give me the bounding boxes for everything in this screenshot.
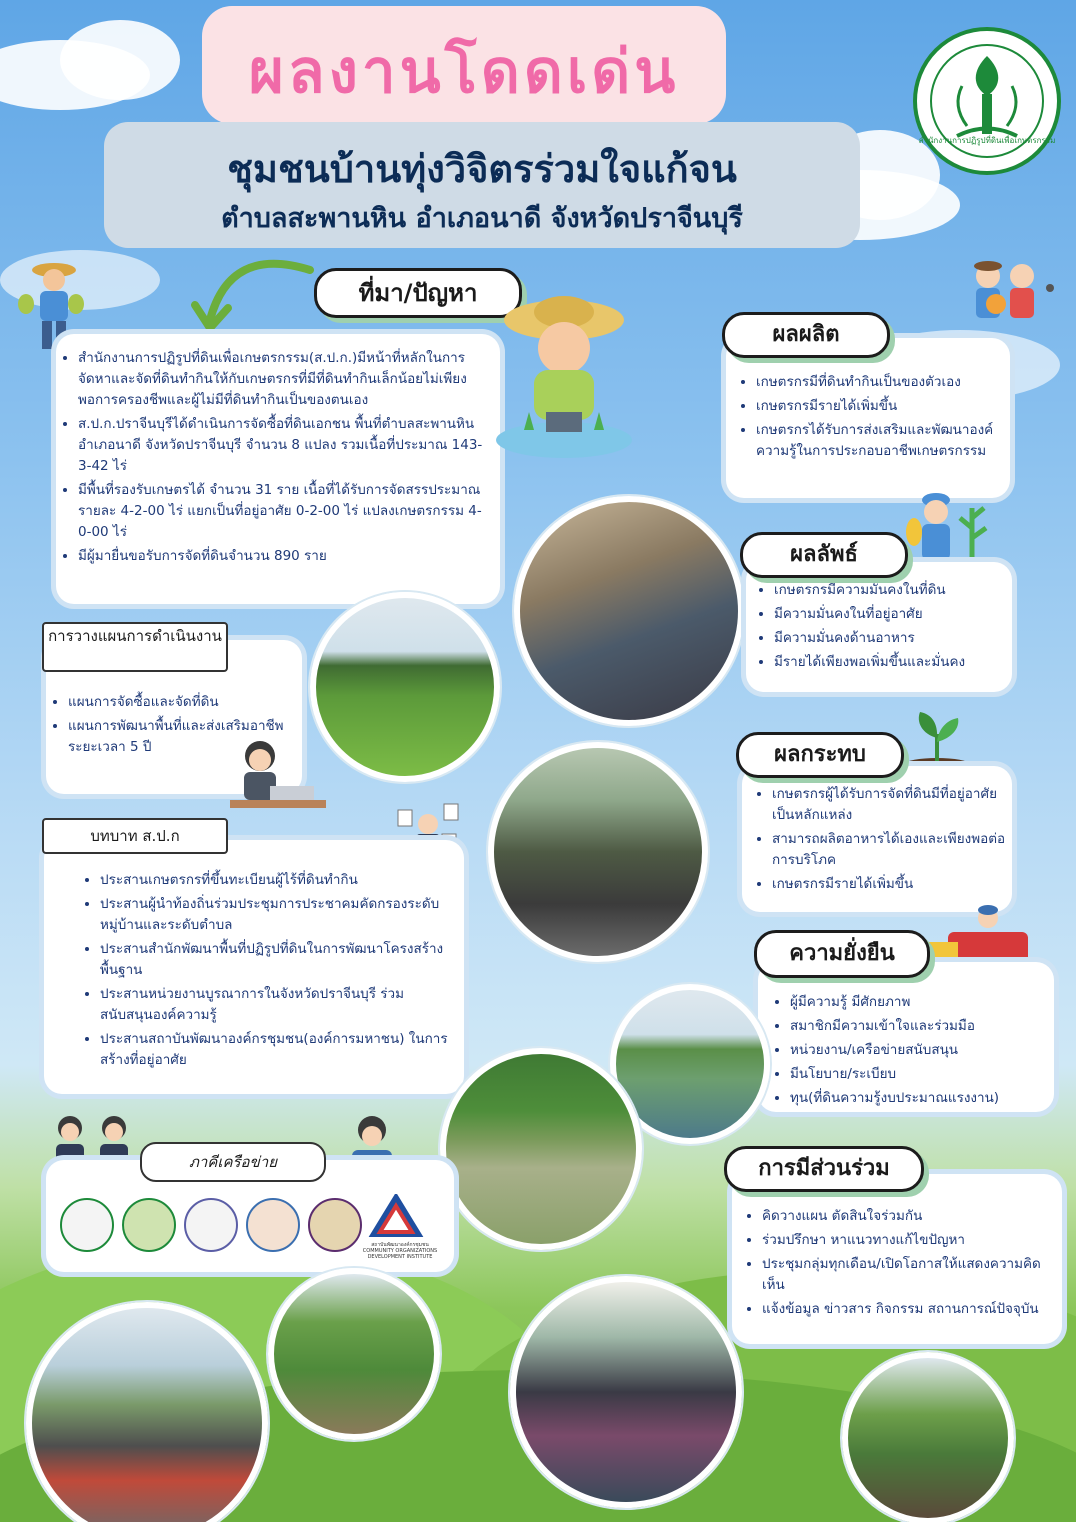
list-item: • ประชุมกลุ่มทุกเดือน/เปิดโอกาสให้แสดงความคิดเห็น <box>762 1254 1052 1296</box>
provincial-office-logo <box>184 1198 238 1252</box>
photo-meeting <box>514 496 744 726</box>
impact-heading: ผลกระทบ <box>736 732 904 778</box>
codi-caption: สถาบันพัฒนาองค์กรชุมชน COMMUNITY ORGANIZATIONS DEVELOPMENT INSTITUTE <box>362 1242 438 1260</box>
alro-partner-logo <box>60 1198 114 1252</box>
list-item: • สามารถผลิตอาหารได้เองและเพียงพอต่อการบริโภค <box>772 829 1006 871</box>
impact-card <box>742 766 1012 912</box>
list-item: • มีผู้มายื่นขอรับการจัดที่ดินจำนวน 890 ราย <box>78 546 490 567</box>
outcome-card <box>746 562 1012 692</box>
outcome-heading: ผลลัพธ์ <box>740 532 908 578</box>
list-item: • ประสานสำนักพัฒนาพื้นที่ปฏิรูปที่ดินในการพัฒนาโครงสร้างพื้นฐาน <box>100 939 448 981</box>
output-heading: ผลผลิต <box>722 312 890 358</box>
seal-caption: สำนักงานการปฏิรูปที่ดินเพื่อเกษตรกรรม <box>918 136 1056 145</box>
list-item: • สมาชิกมีความเข้าใจและร่วมมือ <box>790 1016 1050 1037</box>
codi-logo <box>368 1194 424 1240</box>
participation-card <box>732 1174 1062 1344</box>
list-item: • ประสานหน่วยงานบูรณาการในจังหวัดปราจีนบุรี ร่วมสนับสนุนองค์ความรู้ <box>100 984 448 1026</box>
list-item: • ผู้มีความรู้ มีศักยภาพ <box>790 992 1050 1013</box>
page-subtitle: ชุมชนบ้านทุ่งวิจิตรร่วมใจแก้จน <box>227 147 737 191</box>
impact-list <box>742 766 1012 895</box>
farmer-planting-illustration <box>494 290 634 460</box>
photo-community-meeting <box>510 1276 742 1508</box>
list-item: • เกษตรกรได้รับการส่งเสริมและพัฒนาองค์ความรู้ในการประกอบอาชีพเกษตรกรรม <box>756 420 1000 462</box>
list-item: • สำนักงานการปฏิรูปที่ดินเพื่อเกษตรกรรม(ส.ป.ก.)มีหน้าที่หลักในการจัดหาและจัดที่ดินทำกินให้กับเกษตรกรที่มีที่ดินทำกินเล็กน้อยไม่เพียงพอการครองชีพและผู้ไม่มีที่ดินทำกินเป็นของตนเอง <box>78 348 490 411</box>
network-heading: ภาคีเครือข่าย <box>140 1142 326 1182</box>
list-item: • เกษตรกรมีรายได้เพิ่มขึ้น <box>772 874 1006 895</box>
list-item: • แผนการจัดซื้อและจัดที่ดิน <box>68 692 294 713</box>
list-item: • มีความมั่นคงด้านอาหาร <box>774 628 1006 649</box>
kids-with-vegetables-icon <box>960 258 1060 328</box>
office-worker-laptop-icon <box>230 736 326 812</box>
participation-list <box>732 1174 1062 1320</box>
photo-banana-plot <box>268 1268 440 1440</box>
list-item: • มีนโยบาย/ระเบียบ <box>790 1064 1050 1085</box>
farmer-with-corn-icon <box>902 488 998 568</box>
local-admin-logo <box>246 1198 300 1252</box>
list-item: • หน่วยงาน/เครือข่ายสนับสนุน <box>790 1040 1050 1061</box>
list-item: • แผนการพัฒนาพื้นที่และส่งเสริมอาชีพ ระยะเวลา 5 ปี <box>68 716 294 758</box>
planning-heading: การวางแผนการดำเนินงาน <box>42 622 228 672</box>
role-list <box>44 840 464 1071</box>
photo-rice-seedlings <box>440 1048 642 1250</box>
sustainability-list <box>758 962 1054 1109</box>
list-item: • ประสานเกษตรกรที่ขึ้นทะเบียนผู้ไร้ที่ดินทำกิน <box>100 870 448 891</box>
list-item: • เกษตรกรมีความมั่นคงในที่ดิน <box>774 580 1006 601</box>
cloud <box>60 20 180 100</box>
list-item: • แจ้งข้อมูล ข่าวสาร กิจกรรม สถานการณ์ปัจจุบัน <box>762 1299 1052 1320</box>
background-list <box>56 334 500 567</box>
list-item: • มีรายได้เพียงพอเพิ่มขึ้นและมั่นคง <box>774 652 1006 673</box>
curved-arrow-icon <box>190 250 320 340</box>
list-item: • เกษตรกรมีรายได้เพิ่มขึ้น <box>756 396 1000 417</box>
list-item: • เกษตรกรมีที่ดินทำกินเป็นของตัวเอง <box>756 372 1000 393</box>
photo-handover <box>488 742 708 962</box>
list-item: • ส.ป.ก.ปราจีนบุรีได้ดำเนินการจัดซื้อที่ดินเอกชน พื้นที่ตำบลสะพานหิน อำเภอนาดี จังหวัดปราจีนบุรี จำนวน 8 แปลง รวมเนื้อที่ประมาณ 143-3-42 ไร่ <box>78 414 490 477</box>
list-item: • คิดวางแผน ตัดสินใจร่วมกัน <box>762 1206 1052 1227</box>
sustainability-heading: ความยั่งยืน <box>754 930 930 978</box>
role-card <box>44 840 464 1094</box>
list-item: • ประสานผู้นำท้องถิ่นร่วมประชุมการประชาคมคัดกรองระดับหมู่บ้านและระดับตำบล <box>100 894 448 936</box>
alro-seal-logo <box>912 26 1062 176</box>
outcome-list <box>746 562 1012 673</box>
photo-rice-field <box>310 592 500 782</box>
photo-garden-work <box>842 1352 1014 1522</box>
list-item: • มีพื้นที่รองรับเกษตรได้ จำนวน 31 ราย เนื้อที่ได้รับการจัดสรรประมาณรายละ 4-2-00 ไร่ แยกเป็นที่อยู่อาศัย 0-2-00 ไร่ แปลงเกษตรกรรม 4-0-00 ไร่ <box>78 480 490 543</box>
list-item: • ร่วมปรึกษา หาแนวทางแก้ไขปัญหา <box>762 1230 1052 1251</box>
list-item: • ทุน(ที่ดินความรู้งบประมาณแรงงาน) <box>790 1088 1050 1109</box>
agriculture-ministry-logo <box>122 1198 176 1252</box>
sprout-icon <box>904 704 970 770</box>
list-item: • มีความมั่นคงในที่อยู่อาศัย <box>774 604 1006 625</box>
role-heading: บทบาท ส.ป.ก <box>42 818 228 854</box>
page-title: ผลงานโดดเด่น <box>248 37 680 107</box>
sustainability-card <box>758 962 1054 1112</box>
background-heading: ที่มา/ปัญหา <box>314 268 522 318</box>
participation-heading: การมีส่วนร่วม <box>724 1146 924 1192</box>
interior-ministry-logo <box>308 1198 362 1252</box>
background-card <box>56 334 500 604</box>
page-location: ตำบลสะพานหิน อำเภอนาดี จังหวัดปราจีนบุรี <box>221 203 743 234</box>
list-item: • เกษตรกรผู้ได้รับการจัดที่ดินมีที่อยู่อาศัยเป็นหลักแหล่ง <box>772 784 1006 826</box>
output-card <box>726 338 1010 498</box>
list-item: • ประสานสถาบันพัฒนาองค์กรชุมชน(องค์การมหาชน) ในการสร้างที่อยู่อาศัย <box>100 1029 448 1071</box>
